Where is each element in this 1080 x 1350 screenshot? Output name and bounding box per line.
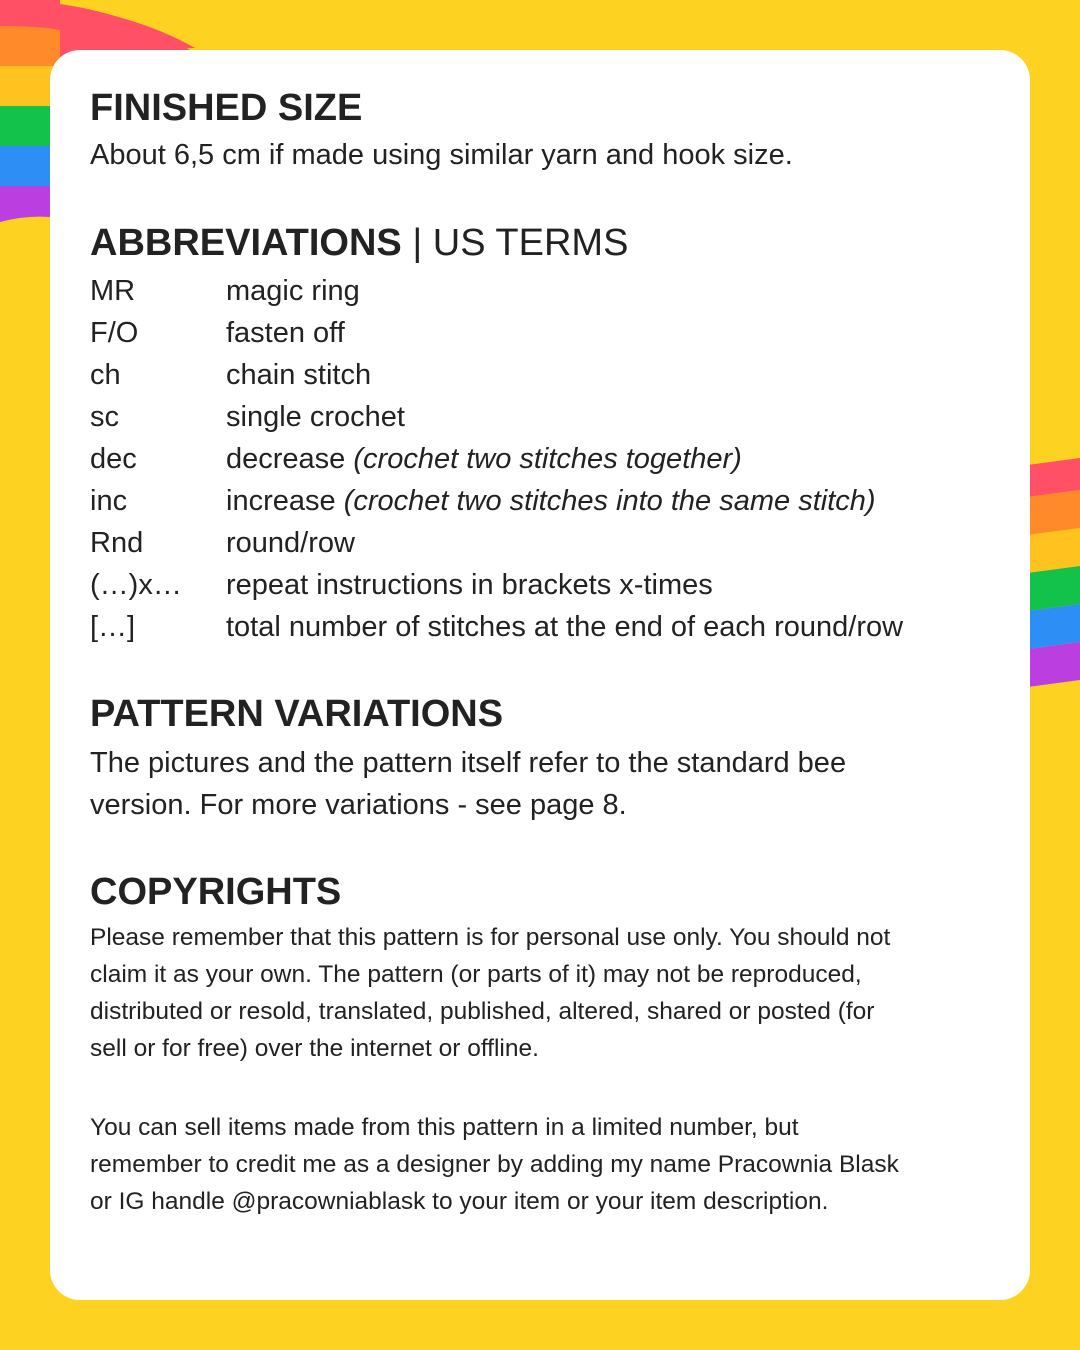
abbreviation-note: (crochet two stitches together) <box>353 443 742 475</box>
abbreviation-meaning: increase <box>226 485 336 517</box>
abbreviation-definition <box>226 606 903 648</box>
copyrights-line: You can sell items made from this pattern in a limited number, but <box>90 1114 799 1141</box>
abbreviation-definition <box>226 312 345 354</box>
abbreviation-term: (…)x… <box>90 569 182 601</box>
abbreviation-definition <box>226 564 713 606</box>
abbreviation-definition <box>226 480 876 522</box>
content-card <box>50 50 1030 1300</box>
abbreviation-definition <box>226 438 742 480</box>
copyrights-line: distributed or resold, translated, published, altered, shared or posted (for <box>90 998 875 1025</box>
abbreviation-row <box>90 396 903 438</box>
abbreviation-meaning: fasten off <box>226 317 345 349</box>
abbreviation-meaning: single crochet <box>226 401 405 433</box>
abbreviation-row <box>90 312 903 354</box>
abbreviation-meaning: repeat instructions in brackets x-times <box>226 569 713 601</box>
abbreviation-definition <box>226 354 371 396</box>
abbreviation-term: ch <box>90 359 121 391</box>
abbreviation-row <box>90 522 903 564</box>
abbreviation-meaning: chain stitch <box>226 359 372 391</box>
abbreviation-row <box>90 438 903 480</box>
abbreviation-row <box>90 564 903 606</box>
abbreviations-heading-suffix: | US TERMS <box>412 222 629 264</box>
abbreviation-term: […] <box>90 611 136 643</box>
abbreviation-term: MR <box>90 275 136 307</box>
finished-size-text: About 6,5 cm if made using similar yarn and hook size. <box>90 139 793 171</box>
copyrights-line: sell or for free) over the internet or offline. <box>90 1035 539 1062</box>
copyrights-heading: COPYRIGHTS <box>90 871 342 913</box>
abbreviations-heading <box>90 221 628 265</box>
abbreviation-term: sc <box>90 401 119 433</box>
abbreviations-list <box>90 270 903 648</box>
pattern-variations-line: The pictures and the pattern itself refer to the standard bee <box>90 747 847 779</box>
abbreviation-term: dec <box>90 443 137 475</box>
pattern-variations-heading: PATTERN VARIATIONS <box>90 693 504 735</box>
copyrights-line: or IG handle @pracowniablask to your item or your item description. <box>90 1188 829 1215</box>
abbreviation-meaning: decrease <box>226 443 346 475</box>
abbreviations-heading-title: ABBREVIATIONS <box>90 222 402 264</box>
abbreviation-definition <box>226 396 405 438</box>
abbreviation-meaning: magic ring <box>226 275 360 307</box>
copyrights-line: Please remember that this pattern is for personal use only. You should not <box>90 924 891 951</box>
copyrights-line: claim it as your own. The pattern (or parts of it) may not be reproduced, <box>90 961 862 988</box>
abbreviation-definition <box>226 270 360 312</box>
abbreviation-meaning: total number of stitches at the end of each round/row <box>226 611 904 643</box>
pattern-variations-line: version. For more variations - see page 8. <box>90 789 627 821</box>
copyrights-line: remember to credit me as a designer by adding my name Pracownia Blask <box>90 1151 899 1178</box>
abbreviation-meaning: round/row <box>226 527 355 559</box>
abbreviation-row <box>90 606 903 648</box>
abbreviation-definition <box>226 522 355 564</box>
abbreviation-term: Rnd <box>90 527 144 559</box>
abbreviation-row <box>90 270 903 312</box>
abbreviation-term: F/O <box>90 317 139 349</box>
abbreviation-note: (crochet two stitches into the same stitch) <box>343 485 876 517</box>
finished-size-heading: FINISHED SIZE <box>90 87 363 129</box>
abbreviation-row <box>90 354 903 396</box>
abbreviation-row <box>90 480 903 522</box>
abbreviation-term: inc <box>90 485 128 517</box>
